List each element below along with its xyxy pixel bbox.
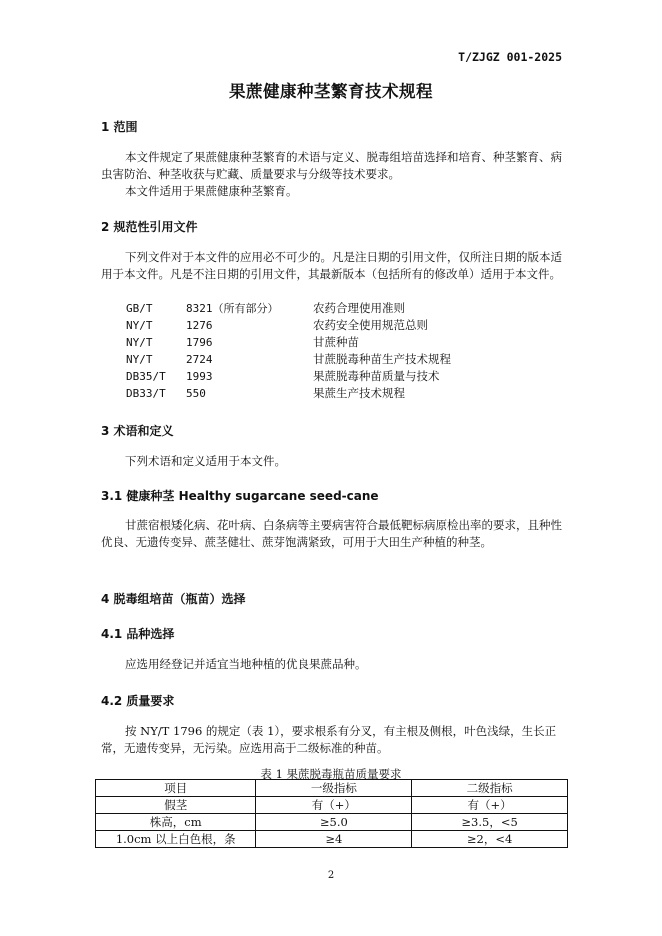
reference-org: DB35/T	[126, 370, 166, 383]
section-4-1-paragraph: 应选用经登记并适宜当地种植的优良果蔗品种。	[125, 657, 367, 671]
reference-name: 果蔗生产技术规程	[313, 386, 405, 400]
table-cell: ≥4	[256, 831, 412, 848]
reference-org: NY/T	[126, 319, 153, 332]
reference-number: 550	[186, 387, 206, 400]
document-code: T/ZJGZ 001-2025	[458, 50, 562, 64]
reference-number: 1796	[186, 336, 213, 349]
table-row	[96, 797, 568, 814]
table-cell: 有（+）	[256, 797, 412, 814]
table-cell: 有（+）	[412, 797, 568, 814]
section-3-1-paragraph: 甘蔗宿根矮化病、花叶病、白条病等主要病害符合最低靶标病原检出率的要求，且种性优良、无遗传变异、蔗茎健壮、蔗芽饱满紧致，可用于大田生产种植的种茎。	[101, 518, 562, 549]
table-cell: 假茎	[96, 797, 256, 814]
section-1-heading: 1 范围	[101, 120, 138, 134]
table-header-cell: 项目	[96, 780, 256, 797]
page-number: 2	[327, 870, 335, 881]
table-cell: 株高，cm	[96, 814, 256, 831]
section-1-paragraph: 本文件适用于果蔗健康种茎繁育。	[125, 184, 298, 198]
table-caption: 表 1 果蔗脱毒瓶苗质量要求	[260, 767, 402, 781]
section-4-2-paragraph: 按 NY/T 1796 的规定（表 1），要求根系有分叉，有主根及侧根，叶色浅绿，生长正常，无遗传变异，无污染。应选用高于二级标准的种苗。	[101, 724, 557, 755]
section-2-heading: 2 规范性引用文件	[101, 220, 198, 234]
section-2-paragraph: 下列文件对于本文件的应用必不可少的。凡是注日期的引用文件，仅所注日期的版本适用于本文件。凡是不注日期的引用文件，其最新版本（包括所有的修改单）适用于本文件。	[101, 250, 562, 281]
reference-name: 果蔗脱毒种苗质量与技术	[313, 369, 440, 383]
quality-table	[95, 779, 568, 848]
reference-org: NY/T	[126, 353, 153, 366]
reference-name: 农药安全使用规范总则	[313, 318, 428, 332]
table-row	[96, 831, 568, 848]
reference-number: 2724	[186, 353, 213, 366]
section-4-1-heading: 4.1 品种选择	[101, 627, 175, 641]
reference-name: 甘蔗脱毒种苗生产技术规程	[313, 352, 451, 366]
reference-org: NY/T	[126, 336, 153, 349]
table-header-cell: 二级指标	[412, 780, 568, 797]
table-cell: ≥2，<4	[412, 831, 568, 848]
reference-number: 1993	[186, 370, 213, 383]
table-cell: 1.0cm 以上白色根，条	[96, 831, 256, 848]
table-cell: ≥5.0	[256, 814, 412, 831]
section-3-heading: 3 术语和定义	[101, 424, 174, 438]
reference-number: 1276	[186, 319, 213, 332]
table-row	[96, 814, 568, 831]
section-4-2-heading: 4.2 质量要求	[101, 694, 175, 708]
section-3-paragraph: 下列术语和定义适用于本文件。	[125, 454, 286, 468]
reference-org: DB33/T	[126, 387, 166, 400]
reference-name: 甘蔗种苗	[313, 335, 359, 349]
reference-org: GB/T	[126, 302, 153, 315]
table-cell: ≥3.5，<5	[412, 814, 568, 831]
reference-number: 8321（所有部分）	[186, 302, 279, 315]
section-1-paragraph: 本文件规定了果蔗健康种茎繁育的术语与定义、脱毒组培苗选择和培育、种茎繁育、病虫害防治、种茎收获与贮藏、质量要求与分级等技术要求。	[101, 150, 562, 181]
reference-name: 农药合理使用准则	[313, 301, 405, 315]
table-header-row	[96, 780, 568, 797]
document-title: 果蔗健康种茎繁育技术规程	[229, 82, 433, 101]
table-header-cell: 一级指标	[256, 780, 412, 797]
section-4-heading: 4 脱毒组培苗（瓶苗）选择	[101, 592, 246, 606]
section-3-1-heading: 3.1 健康种茎 Healthy sugarcane seed-cane	[101, 489, 379, 503]
